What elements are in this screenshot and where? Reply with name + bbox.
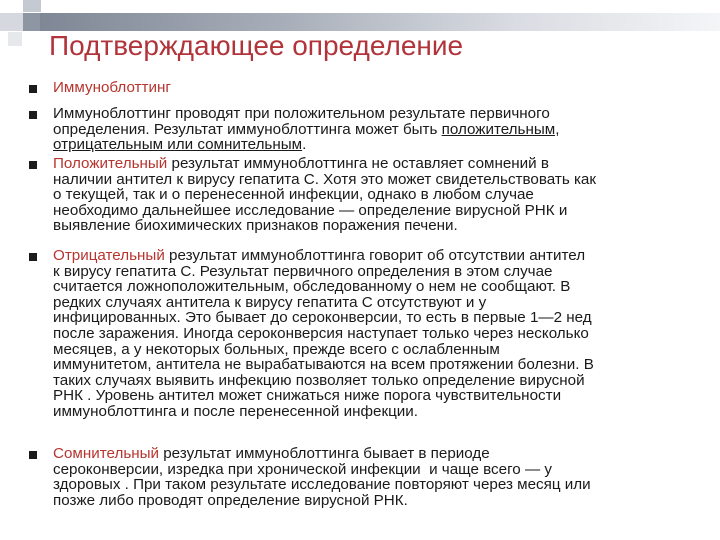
- highlighted-term: Положительный: [53, 155, 168, 172]
- highlighted-term: Сомнительный: [53, 445, 160, 462]
- slide-title: Подтверждающее определение: [49, 30, 464, 61]
- text-segment: .: [302, 136, 307, 154]
- text-line: [53, 137, 705, 153]
- square-bullet-icon: [29, 253, 37, 261]
- text-segment: результат иммуноблоттинга бывает в периоде: [159, 445, 490, 462]
- text-line: [53, 357, 705, 373]
- bullet-text: [53, 156, 705, 234]
- text-segment: считается ложноположительным, обследованному о нем не сообщают. В: [53, 278, 571, 296]
- bullet-text: [53, 80, 705, 96]
- underlined-text: положительным,: [441, 120, 560, 138]
- text-line: [53, 187, 705, 203]
- text-line: [53, 295, 705, 311]
- text-line: [53, 373, 705, 389]
- highlighted-term: Иммуноблоттинг: [53, 79, 171, 96]
- text-line: [53, 156, 705, 172]
- text-segment: после заражения. Иногда сероконверсия наступает только через несколько: [53, 324, 589, 342]
- text-segment: к вирусу гепатита С. Результат первичного определения в этом случае: [53, 262, 553, 280]
- text-segment: результат иммуноблоттинга говорит об отсутствии антител: [164, 247, 586, 264]
- text-line: [53, 122, 705, 138]
- text-segment: определения. Результат иммуноблоттинга может быть: [53, 120, 442, 138]
- text-segment: выявление биохимических признаков поражения печени.: [53, 217, 458, 235]
- text-line: [53, 279, 705, 295]
- text-line: [53, 203, 705, 219]
- text-segment: иммунитетом, антитела не вырабатываются на всем протяжении болезни. В: [53, 356, 594, 374]
- text-line: [53, 493, 705, 509]
- text-segment: позже либо проводят определение вирусной РНК.: [53, 491, 408, 509]
- text-line: [53, 80, 705, 96]
- text-line: [53, 477, 705, 493]
- text-line: [53, 326, 705, 342]
- square-bullet-icon: [29, 85, 37, 93]
- text-line: [53, 106, 705, 122]
- square-bullet-icon: [29, 111, 37, 119]
- text-segment: иммуноблоттинга и после перенесенной инфекции.: [53, 402, 418, 420]
- underlined-text: отрицательным или сомнительным: [53, 136, 303, 154]
- text-line: [53, 342, 705, 358]
- text-line: [53, 264, 705, 280]
- text-line: [53, 218, 705, 234]
- text-segment: необходимо дальнейшее исследование — определение вирусной РНК и: [53, 201, 568, 219]
- text-segment: Иммуноблоттинг проводят при положительном результате первичного: [53, 105, 550, 122]
- text-segment: месяцев, а у некоторых больных, прежде всего с ослабленным: [53, 340, 500, 358]
- text-line: [53, 248, 705, 264]
- text-segment: сероконверсии, изредка при хронической инфекции и чаще всего — у: [53, 460, 552, 478]
- text-segment: о текущей, так и о перенесенной инфекции, однако в любом случае: [53, 186, 534, 204]
- square-bullet-icon: [29, 161, 37, 169]
- text-line: [53, 172, 705, 188]
- text-line: [53, 310, 705, 326]
- text-segment: результат иммуноблоттинга не оставляет сомнений в: [167, 155, 549, 172]
- text-line: [53, 446, 705, 462]
- text-line: [53, 388, 705, 404]
- text-segment: РНК . Уровень антител может снижаться ниже порога чувствительности: [53, 387, 562, 405]
- bullet-text: [53, 248, 705, 420]
- text-segment: таких случаях выявить инфекцию позволяет только определение вирусной: [53, 371, 585, 389]
- text-segment: редких случаях антитела к вирусу гепатита С отсутствуют и у: [53, 293, 487, 311]
- bullet-text: [53, 446, 705, 508]
- highlighted-term: Отрицательный: [53, 247, 165, 264]
- square-bullet-icon: [29, 451, 37, 459]
- text-line: [53, 404, 705, 420]
- text-line: [53, 462, 705, 478]
- text-segment: наличии антител к вирусу гепатита С. Хотя это может свидетельствовать как: [53, 170, 597, 188]
- text-segment: инфицированных. Это бывает до сероконверсии, то есть в первые 1—2 нед: [53, 309, 592, 327]
- title-gradient-bar: [40, 13, 720, 31]
- text-segment: здоровых . При таком результате исследование повторяют через месяц или: [53, 476, 591, 494]
- bullet-text: [53, 106, 705, 153]
